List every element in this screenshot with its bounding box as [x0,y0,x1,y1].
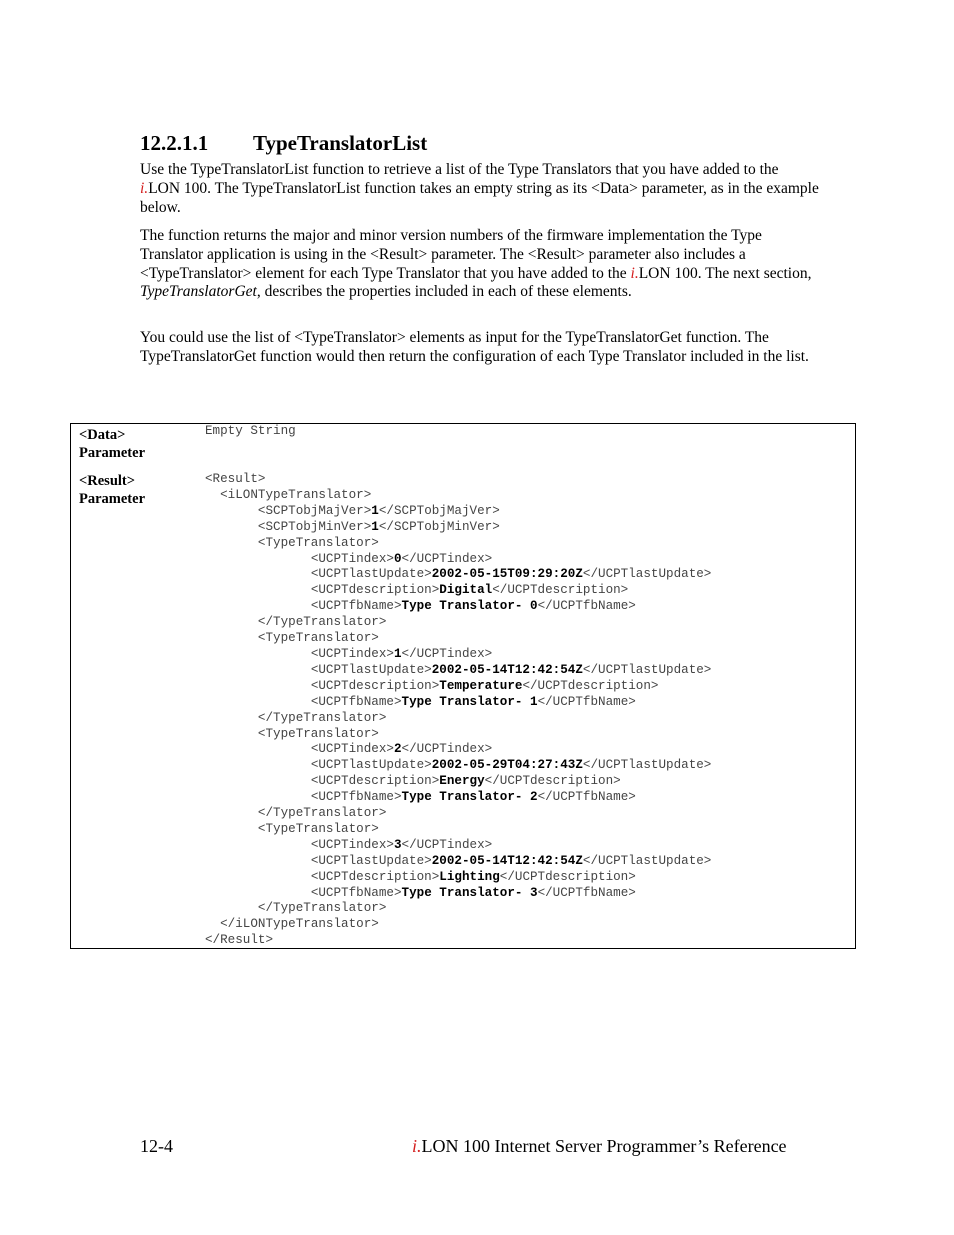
page-number: 12-4 [140,1136,173,1156]
xml-tag: <SCPTobjMajVer> [257,503,372,518]
xml-tag: <UCPTindex> [310,551,394,566]
xml-value: 2 [393,742,402,757]
xml-value: 0 [393,551,402,566]
brand-i: i. [412,1136,422,1156]
paragraph-text: LON 100. The TypeTranslatorList function takes an empty string as its <Data> parameter, as in the example below. [140,179,819,216]
xml-tag: <iLONTypeTranslator> [220,487,372,502]
brand-i: i. [630,264,639,282]
xml-tag: </UCPTindex> [401,837,493,852]
xml-tag: </TypeTranslator> [257,901,387,916]
xml-tag: <UCPTfbName> [310,790,402,805]
paragraph-text: LON 100. The next section, [638,264,812,282]
data-parameter-label [79,426,189,462]
paragraph-text: Use the TypeTranslatorList function to retrieve a list of the Type Translators that you have added to the [140,161,779,178]
translator-block [205,727,711,821]
xml-tag: <UCPTfbName> [310,694,402,709]
paragraph-1 [140,161,820,217]
result-xml [205,472,711,949]
xml-tag: </UCPTindex> [401,551,493,566]
data-value: Empty String [205,424,296,438]
section-number: 12.2.1.1 [140,131,209,155]
xml-tag: </UCPTlastUpdate> [582,662,712,677]
section-heading [140,131,427,156]
xml-tag: </UCPTindex> [401,646,493,661]
xml-value: Type Translator- 1 [401,694,538,709]
xml-value: 3 [393,837,402,852]
footer-title [412,1136,787,1157]
xml-tag: <TypeTranslator> [257,726,379,741]
xml-tag: </UCPTfbName> [537,694,636,709]
paragraph-text: The function returns the major and minor version numbers of the firmware implementation the Type Translator application is using in the <Result> parameter. The <Result> parameter also includes a <TypeTranslator> element for each Type Translator that you have added to the [140,227,762,282]
translator-block [205,822,711,916]
xml-tag: <Result> [205,472,266,486]
xml-tag: <UCPTdescription> [310,583,440,598]
xml-tag: </TypeTranslator> [257,710,387,725]
xml-tag: <TypeTranslator> [257,631,379,646]
cross-reference: TypeTranslatorGet [140,283,257,301]
translator-block [205,631,711,725]
xml-tag: </UCPTlastUpdate> [582,758,712,773]
xml-tag: <TypeTranslator> [257,535,379,550]
xml-tag: <SCPTobjMinVer> [257,519,372,534]
xml-value: 2002-05-15T09:29:20Z [431,567,583,582]
label-line: Parameter [79,445,146,461]
xml-tag: </TypeTranslator> [257,615,387,630]
xml-value: Temperature [439,678,523,693]
xml-value: Type Translator- 0 [401,599,538,614]
xml-tag: <UCPTlastUpdate> [310,662,432,677]
translator-block [205,536,711,630]
xml-tag: <TypeTranslator> [257,821,379,836]
xml-value: 1 [393,646,402,661]
section-title: TypeTranslatorList [253,131,428,155]
xml-tag: </UCPTindex> [401,742,493,757]
footer-title-text: LON 100 Internet Server Programmer’s Reference [421,1136,787,1156]
xml-tag: <UCPTdescription> [310,678,440,693]
paragraph-2 [140,227,820,302]
xml-tag: <UCPTindex> [310,646,394,661]
xml-tag: <UCPTdescription> [310,869,440,884]
result-parameter-label [79,472,189,508]
xml-value: 2002-05-29T04:27:43Z [431,758,583,773]
paragraph-text: , describes the properties included in each of these elements. [256,283,632,301]
xml-tag: <UCPTlastUpdate> [310,567,432,582]
xml-tag: <UCPTfbName> [310,599,402,614]
xml-tag: </UCPTdescription> [522,678,659,693]
xml-value: 1 [371,519,379,534]
xml-value: Digital [439,583,493,598]
label-line: <Data> [79,427,126,443]
xml-tag: <UCPTindex> [310,837,394,852]
xml-tag: <UCPTindex> [310,742,394,757]
xml-tag: <UCPTlastUpdate> [310,758,432,773]
parameter-table [70,423,856,949]
xml-tag: </UCPTlastUpdate> [582,567,712,582]
xml-tag: </UCPTdescription> [499,869,636,884]
xml-value: Type Translator- 2 [401,790,538,805]
xml-tag: <UCPTlastUpdate> [310,853,432,868]
label-line: Parameter [79,491,146,507]
xml-tag: </Result> [205,933,274,948]
xml-tag: </TypeTranslator> [257,806,387,821]
xml-tag: </SCPTobjMajVer> [378,503,500,518]
brand-i: i. [140,179,149,197]
xml-tag: </UCPTdescription> [492,583,629,598]
xml-tag: </SCPTobjMinVer> [378,519,500,534]
xml-tag: </UCPTfbName> [537,790,636,805]
xml-tag: </UCPTlastUpdate> [582,853,712,868]
label-line: <Result> [79,473,135,489]
xml-tag: <UCPTfbName> [310,885,402,900]
xml-tag: </UCPTdescription> [484,774,621,789]
xml-tag: </UCPTfbName> [537,599,636,614]
paragraph-3: You could use the list of <TypeTranslator> elements as input for the TypeTranslatorGet function. The TypeTranslatorGet function would then return the configuration of each Type Translator included in the list. [140,329,809,365]
xml-tag: </UCPTfbName> [537,885,636,900]
xml-value: 2002-05-14T12:42:54Z [431,853,583,868]
xml-tag: </iLONTypeTranslator> [220,917,379,932]
xml-value: Energy [439,774,485,789]
xml-value: 2002-05-14T12:42:54Z [431,662,583,677]
xml-tag: <UCPTdescription> [310,774,440,789]
xml-value: Lighting [439,869,500,884]
xml-value: 1 [371,503,379,518]
xml-value: Type Translator- 3 [401,885,538,900]
